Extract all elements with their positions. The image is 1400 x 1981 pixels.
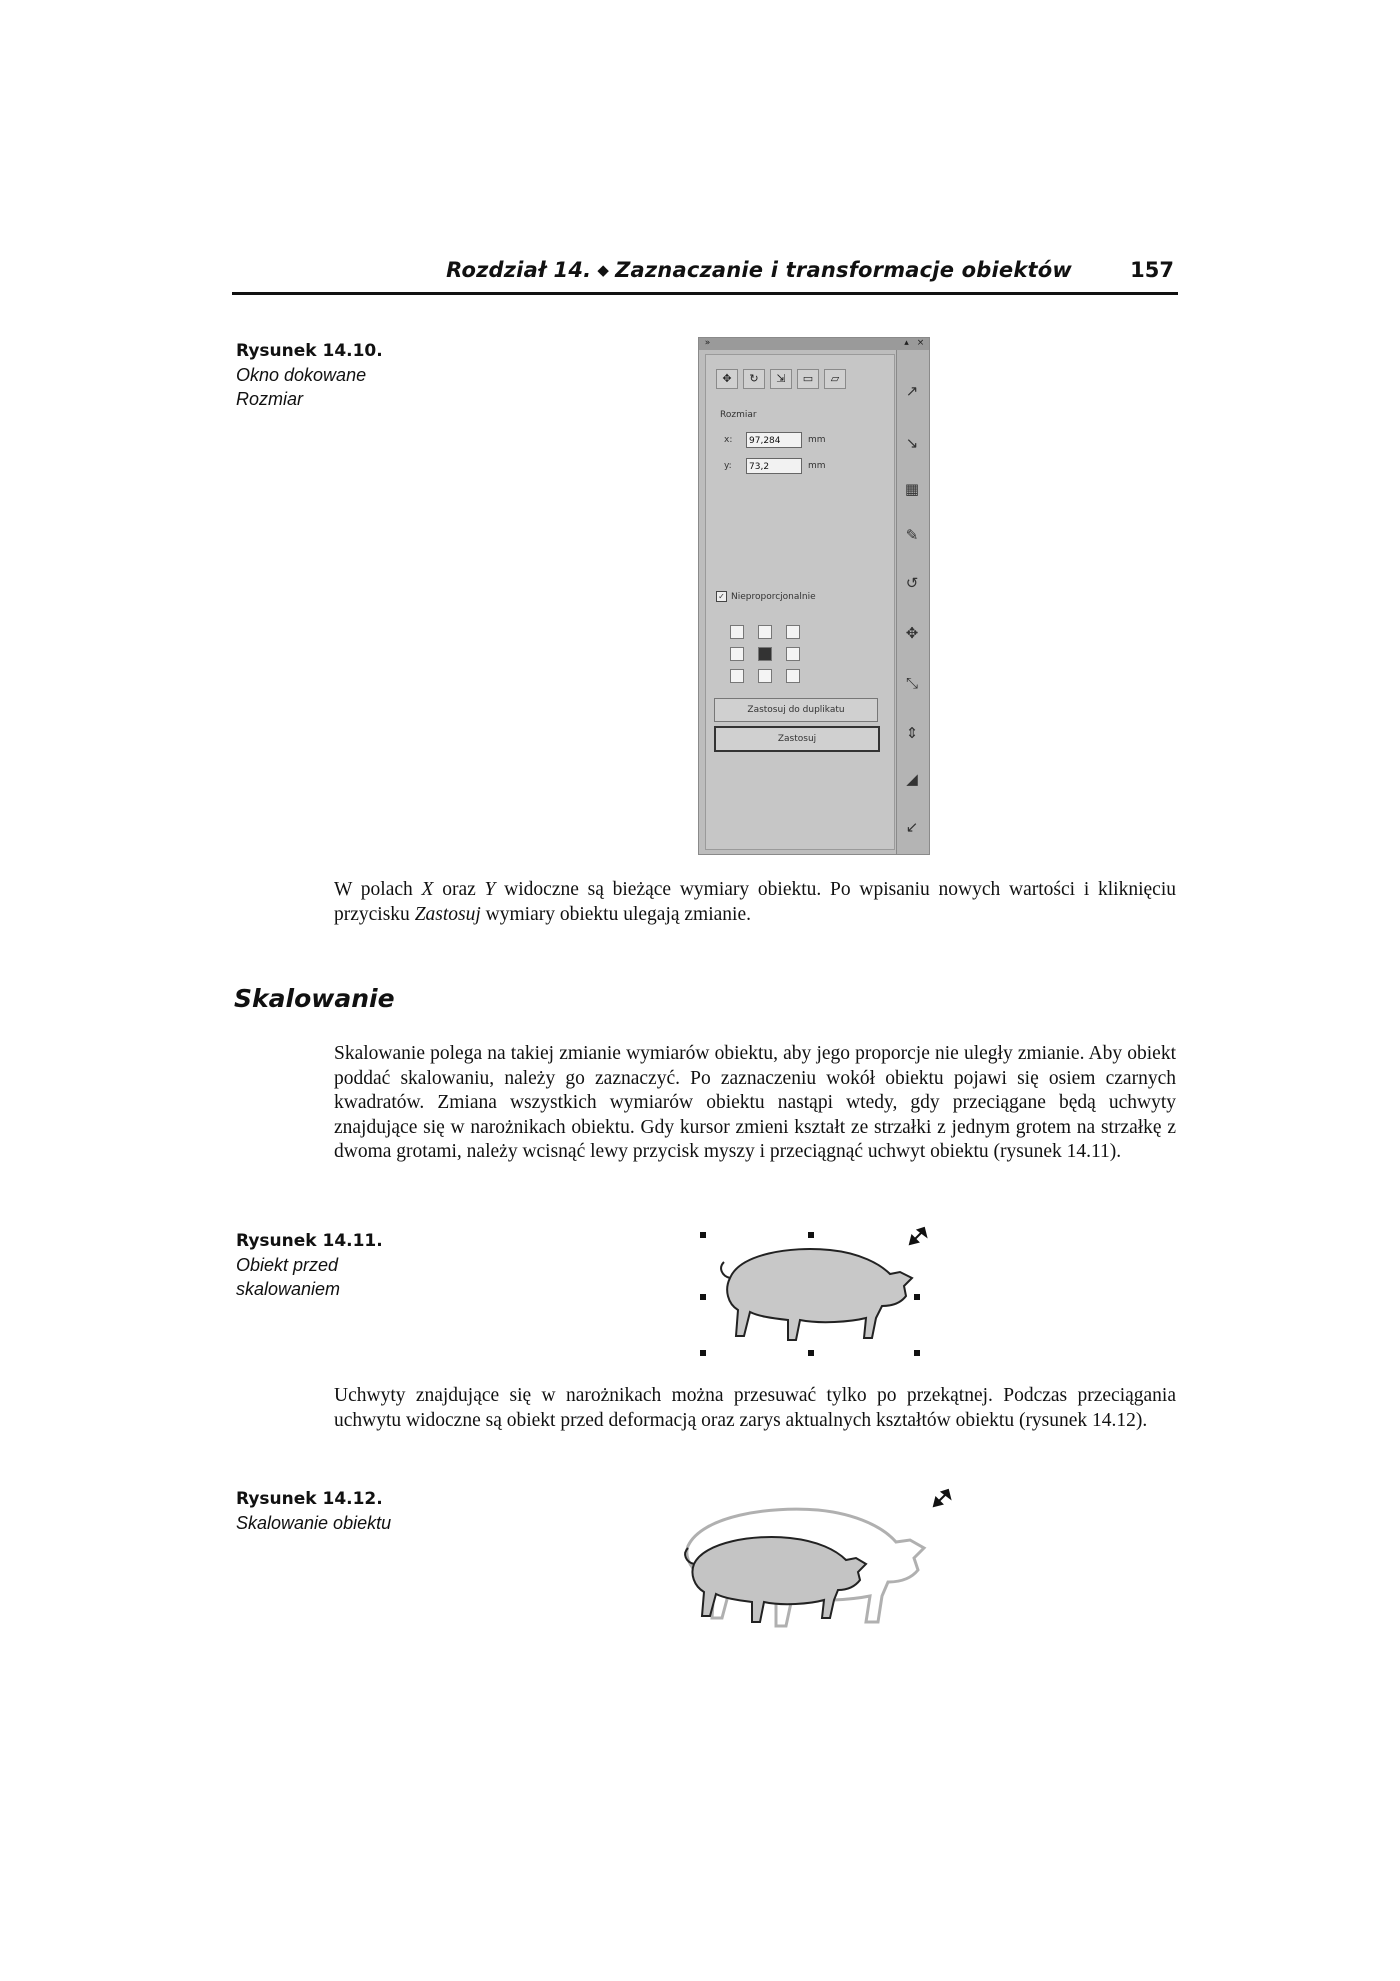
proportional-checkbox: ✓ bbox=[716, 591, 727, 602]
handle bbox=[808, 1350, 814, 1356]
figure-10-caption bbox=[236, 338, 436, 411]
pig-drawing bbox=[721, 1249, 912, 1340]
diamond-icon: ◆ bbox=[597, 261, 610, 279]
para1-zastosuj: Zastosuj bbox=[414, 903, 481, 925]
x-unit-label: mm bbox=[808, 435, 826, 445]
handle bbox=[700, 1294, 706, 1300]
chapter-title: Zaznaczanie i transformacje obiektów bbox=[615, 258, 1072, 282]
docker-menu-icon: » bbox=[704, 338, 711, 348]
figure-10-caption-line2: Rozmiar bbox=[236, 389, 304, 409]
handle bbox=[914, 1294, 920, 1300]
size-group-label: Rozmiar bbox=[720, 410, 757, 420]
tab-pen-icon: ✎ bbox=[905, 526, 919, 544]
pig-selected-figure bbox=[700, 1226, 930, 1360]
x-size-field: 97,284 bbox=[746, 432, 802, 448]
size-tab-icon: ▭ bbox=[797, 369, 819, 389]
anchor-point bbox=[730, 669, 744, 683]
section-title: Skalowanie bbox=[234, 984, 395, 1013]
para1-text: W polach bbox=[334, 879, 422, 900]
para1-text: widoczne są bieżące wymiary obiektu. Po wpisaniu nowych wartości i kliknięciu przycisku bbox=[334, 879, 1176, 925]
skew-tab-icon: ▱ bbox=[824, 369, 846, 389]
docker-window-screenshot bbox=[698, 337, 930, 855]
apply-button: Zastosuj bbox=[714, 726, 880, 752]
docker-side-tabs bbox=[896, 350, 929, 854]
scale-tab-icon: ⇲ bbox=[770, 369, 792, 389]
anchor-point bbox=[758, 625, 772, 639]
pig-selected-svg bbox=[700, 1226, 930, 1360]
tab-arrow-icon: ↗ bbox=[905, 382, 919, 400]
anchor-point bbox=[786, 669, 800, 683]
resize-cursor-icon bbox=[910, 1228, 926, 1244]
figure-11-caption-line1: Obiekt przed bbox=[236, 1255, 339, 1275]
figure-11-caption bbox=[236, 1228, 436, 1301]
page-number: 157 bbox=[1130, 258, 1174, 282]
paragraph-fields bbox=[334, 878, 1176, 927]
tab-size-icon: ⇕ bbox=[905, 724, 919, 742]
handle bbox=[914, 1350, 920, 1356]
figure-12-caption-line1: Skalowanie obiektu bbox=[236, 1513, 392, 1533]
docker-size-panel bbox=[705, 354, 895, 850]
docker-minimize-icon: ▴ bbox=[904, 338, 909, 348]
figure-11-caption-line2: skalowaniem bbox=[236, 1279, 341, 1299]
y-size-field: 73,2 bbox=[746, 458, 802, 474]
tab-arrow-icon: ↘ bbox=[905, 434, 919, 452]
apply-to-duplicate-button: Zastosuj do duplikatu bbox=[714, 698, 878, 722]
handle bbox=[808, 1232, 814, 1238]
docker-titlebar bbox=[699, 338, 929, 350]
anchor-point bbox=[730, 625, 744, 639]
handle bbox=[700, 1232, 706, 1238]
y-unit-label: mm bbox=[808, 461, 826, 471]
tab-grid-icon: ▦ bbox=[904, 480, 920, 498]
pig-scaling-figure bbox=[668, 1486, 968, 1662]
x-axis-label: x: bbox=[724, 435, 733, 445]
anchor-point bbox=[786, 625, 800, 639]
anchor-point bbox=[758, 669, 772, 683]
rotate-tab-icon: ↻ bbox=[743, 369, 765, 389]
figure-12-caption bbox=[236, 1486, 436, 1535]
figure-10-label: Rysunek 14.10. bbox=[236, 341, 383, 361]
tab-scale-icon: ⤡ bbox=[905, 674, 918, 692]
para1-x: X bbox=[421, 879, 434, 900]
y-axis-label: y: bbox=[724, 461, 732, 471]
para1-text: oraz bbox=[433, 879, 485, 900]
docker-close-icon: × bbox=[916, 338, 925, 348]
paragraph-scaling: Skalowanie polega na takiej zmianie wymiarów obiektu, aby jego proporcje nie uległy zmianie. Aby obiekt poddać skalowaniu, należy go zaznaczyć. Po zaznaczeniu wokół obiektu pojawi się osiem czarnych kwadratów. Zmiana wszystkich wymiarów obiektu nastąpi wtedy, gdy przeciągane będą uchwyty znajdujące się w narożnikach obiektu. Gdy kursor zmieni kształt ze strzałki z jednym grotem na strzałkę z dwoma grotami, należy wcisnąć lewy przycisk myszy i przeciągnąć uchwyt obiektu (rysunek 14.11). bbox=[334, 1043, 1176, 1162]
position-tab-icon: ✥ bbox=[716, 369, 738, 389]
tab-move-icon: ✥ bbox=[905, 624, 919, 642]
paragraph-corner-handles: Uchwyty znajdujące się w narożnikach można przesuwać tylko po przekątnej. Podczas przeciągania uchwytu widoczne są obiekt przed deformacją oraz zarys aktualnych kształtów obiektu (rysunek 14.12). bbox=[334, 1385, 1176, 1431]
pig-scaling-svg bbox=[668, 1486, 968, 1662]
figure-10-caption-line1: Okno dokowane bbox=[236, 365, 367, 385]
resize-cursor-icon bbox=[934, 1490, 950, 1506]
anchor-point bbox=[786, 647, 800, 661]
figure-11-label: Rysunek 14.11. bbox=[236, 1231, 383, 1251]
handle bbox=[700, 1350, 706, 1356]
figure-12-label: Rysunek 14.12. bbox=[236, 1489, 383, 1509]
tab-skew-icon: ◢ bbox=[906, 770, 918, 788]
proportional-checkbox-label: Nieproporcjonalnie bbox=[731, 592, 816, 602]
tab-rotate-icon: ↺ bbox=[905, 574, 919, 592]
proportional-checkbox-row bbox=[716, 591, 816, 602]
para1-text: wymiary obiektu ulegają zmianie. bbox=[480, 903, 751, 925]
tab-arrow-icon: ↙ bbox=[905, 818, 919, 836]
transform-toolbar bbox=[716, 369, 866, 389]
chapter-number: Rozdział 14. bbox=[446, 258, 592, 282]
running-header bbox=[232, 256, 1178, 295]
para1-y: Y bbox=[484, 879, 496, 900]
anchor-point bbox=[730, 647, 744, 661]
anchor-point-selected bbox=[758, 647, 772, 661]
chapter-heading bbox=[446, 258, 1072, 282]
